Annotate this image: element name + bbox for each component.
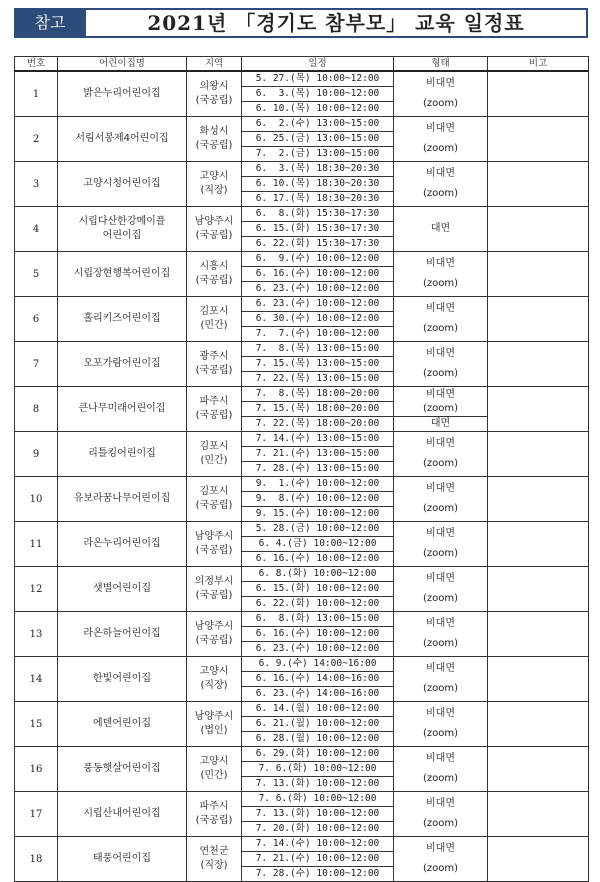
session-item: 6. 8.(화) 15:30~17:30 xyxy=(242,207,393,222)
center-name: 라온하늘어린이집 xyxy=(58,612,187,657)
session-item: 7. 6.(화) 10:00~12:00 xyxy=(242,762,393,777)
row-number: 15 xyxy=(15,702,58,747)
schedule-table xyxy=(14,56,589,882)
session-list xyxy=(242,387,394,432)
session-item: 7. 6.(화) 10:00~12:00 xyxy=(242,792,393,807)
session-item: 6. 8.(화) 10:00~12:00 xyxy=(242,567,393,582)
session-list xyxy=(242,522,394,567)
format-zoom: (zoom) xyxy=(422,188,459,199)
region-city: 고양시 xyxy=(199,666,229,677)
region-cell xyxy=(187,567,242,612)
format-zoom: (zoom) xyxy=(422,458,459,469)
region-city: 김포시 xyxy=(199,441,229,452)
table-row xyxy=(15,297,589,342)
format-cell xyxy=(394,567,488,612)
session-item: 6. 21.(월) 10:00~12:00 xyxy=(242,717,393,732)
center-name: 큰나무미래어린이집 xyxy=(58,387,187,432)
col-header-format: 형태 xyxy=(394,57,488,72)
note-cell xyxy=(488,657,589,702)
session-list xyxy=(242,252,394,297)
session-list xyxy=(242,612,394,657)
table-row xyxy=(15,342,589,387)
session-item: 6. 16.(수) 10:00~12:00 xyxy=(255,553,380,564)
table-header-row xyxy=(15,57,589,72)
session-item: 7. 15.(목) 13:00~15:00 xyxy=(242,357,393,372)
format-zoom: (zoom) xyxy=(422,368,459,379)
format-cell xyxy=(394,71,488,117)
session-item: 6. 10.(목) 18:30~20:30 xyxy=(242,177,393,192)
note-cell xyxy=(488,387,589,432)
session-item: 9. 8.(수) 10:00~12:00 xyxy=(242,492,393,507)
center-name: 유보라꿈나무어린이집 xyxy=(58,477,187,522)
table-row xyxy=(15,117,589,162)
format-cell xyxy=(394,432,488,477)
session-list xyxy=(242,702,394,747)
region-city: 광주시 xyxy=(199,351,229,362)
format-label: 비대면 xyxy=(426,843,455,854)
format-cell xyxy=(394,747,488,792)
session-list xyxy=(242,837,394,882)
format-label: 대면 xyxy=(430,223,451,234)
document-title: 2021년 「경기도 참부모」 교육 일정표 xyxy=(86,8,588,38)
facility-type: (국공립) xyxy=(195,95,233,106)
session-item: 6. 25.(금) 13:00~15:00 xyxy=(242,132,393,147)
session-item: 6. 3.(목) 18:30~20:30 xyxy=(242,162,393,177)
facility-type: (법인) xyxy=(200,725,228,736)
format-label: 비대면 xyxy=(426,258,455,269)
center-name: 시립산내어린이집 xyxy=(58,792,187,837)
facility-type: (국공립) xyxy=(195,275,233,286)
region-cell xyxy=(187,747,242,792)
row-number: 2 xyxy=(15,117,58,162)
table-row xyxy=(15,387,589,432)
session-item: 7. 13.(화) 10:00~12:00 xyxy=(255,778,380,789)
region-city: 의왕시 xyxy=(199,81,229,92)
session-list xyxy=(242,747,394,792)
row-number: 7 xyxy=(15,342,58,387)
session-item: 6. 4.(금) 10:00~12:00 xyxy=(242,537,393,552)
region-cell xyxy=(187,837,242,882)
table-row xyxy=(15,567,589,612)
row-number: 13 xyxy=(15,612,58,657)
note-cell xyxy=(488,117,589,162)
row-number: 5 xyxy=(15,252,58,297)
session-item: 6. 29.(화) 10:00~12:00 xyxy=(242,747,393,762)
session-item: 7. 22.(목) 13:00~15:00 xyxy=(255,373,380,384)
table-row xyxy=(15,477,589,522)
region-city: 고양시 xyxy=(199,756,229,767)
row-number: 18 xyxy=(15,837,58,882)
row-number: 16 xyxy=(15,747,58,792)
session-item: 6. 30.(수) 10:00~12:00 xyxy=(242,312,393,327)
center-name: 시립장현행복어린이집 xyxy=(58,252,187,297)
row-number: 10 xyxy=(15,477,58,522)
format-label: 대면 xyxy=(394,416,487,431)
session-list xyxy=(242,432,394,477)
row-number: 9 xyxy=(15,432,58,477)
facility-type: (국공립) xyxy=(195,500,233,511)
region-city: 남양주시 xyxy=(194,621,234,632)
facility-type: (직장) xyxy=(200,680,228,691)
region-city: 의정부시 xyxy=(194,576,234,587)
format-label: 비대면 xyxy=(426,573,455,584)
session-item: 5. 27.(목) 10:00~12:00 xyxy=(242,72,393,87)
session-item: 6. 23.(수) 10:00~12:00 xyxy=(255,643,380,654)
region-city: 화성시 xyxy=(199,126,229,137)
format-label: 비대면 xyxy=(426,303,455,314)
note-cell xyxy=(488,522,589,567)
row-number: 6 xyxy=(15,297,58,342)
center-name: 태풍어린이집 xyxy=(58,837,187,882)
table-row xyxy=(15,747,589,792)
row-number: 14 xyxy=(15,657,58,702)
format-zoom: (zoom) xyxy=(422,402,459,414)
format-label: 비대면 xyxy=(426,483,455,494)
col-header-center-name: 어린이집명 xyxy=(58,57,187,72)
format-zoom: (zoom) xyxy=(422,773,459,784)
note-cell xyxy=(488,342,589,387)
table-row xyxy=(15,207,589,252)
region-cell xyxy=(187,207,242,252)
center-name xyxy=(58,207,187,252)
format-zoom: (zoom) xyxy=(422,503,459,514)
session-item: 6. 9.(수) 10:00~12:00 xyxy=(242,252,393,267)
format-label: 비대면 xyxy=(426,753,455,764)
format-label: 비대면 xyxy=(426,663,455,674)
region-city: 남양주시 xyxy=(194,711,234,722)
facility-type: (국공립) xyxy=(195,230,233,241)
session-item: 7. 8.(목) 13:00~15:00 xyxy=(242,342,393,357)
session-item: 6. 2.(수) 13:00~15:00 xyxy=(242,117,393,132)
format-zoom: (zoom) xyxy=(422,638,459,649)
facility-type: (직장) xyxy=(200,860,228,871)
format-label: 비대면 xyxy=(426,78,455,89)
format-cell xyxy=(394,117,488,162)
facility-type: (국공립) xyxy=(195,410,233,421)
region-cell xyxy=(187,117,242,162)
table-row xyxy=(15,71,589,117)
row-number: 1 xyxy=(15,71,58,117)
note-cell xyxy=(488,567,589,612)
format-cell xyxy=(394,837,488,882)
center-name: 홀리키즈어린이집 xyxy=(58,297,187,342)
center-name: 에덴어린이집 xyxy=(58,702,187,747)
note-cell xyxy=(488,792,589,837)
center-name: 리틀킹어린이집 xyxy=(58,432,187,477)
format-cell xyxy=(394,477,488,522)
session-item: 6. 16.(수) 10:00~12:00 xyxy=(242,267,393,282)
session-item: 6. 23.(수) 10:00~12:00 xyxy=(242,297,393,312)
format-label: 비대면 xyxy=(426,438,455,449)
table-row xyxy=(15,702,589,747)
session-list xyxy=(242,567,394,612)
col-header-note: 비고 xyxy=(488,57,589,72)
format-zoom: (zoom) xyxy=(422,683,459,694)
note-cell xyxy=(488,297,589,342)
format-zoom: (zoom) xyxy=(422,863,459,874)
table-row xyxy=(15,612,589,657)
session-item: 7. 14.(수) 10:00~12:00 xyxy=(242,837,393,852)
format-label: 비대면 xyxy=(426,618,455,629)
region-cell xyxy=(187,702,242,747)
session-item: 6. 16.(수) 14:00~16:00 xyxy=(242,672,393,687)
format-zoom: (zoom) xyxy=(422,323,459,334)
format-zoom: (zoom) xyxy=(422,548,459,559)
note-cell xyxy=(488,71,589,117)
session-item: 6. 15.(화) 15:30~17:30 xyxy=(242,222,393,237)
region-cell xyxy=(187,252,242,297)
note-cell xyxy=(488,207,589,252)
session-list xyxy=(242,162,394,207)
center-name-line: 시립다산한강메이플 xyxy=(78,216,166,227)
table-row xyxy=(15,432,589,477)
format-cell xyxy=(394,297,488,342)
session-item: 6. 14.(월) 10:00~12:00 xyxy=(242,702,393,717)
format-zoom: (zoom) xyxy=(422,593,459,604)
session-item: 6. 28.(월) 10:00~12:00 xyxy=(255,733,380,744)
session-item: 7. 28.(수) 13:00~15:00 xyxy=(255,463,380,474)
facility-type: (국공립) xyxy=(195,365,233,376)
format-cell xyxy=(394,657,488,702)
center-name: 밝은누리어린이집 xyxy=(58,71,187,117)
format-zoom: (zoom) xyxy=(422,278,459,289)
region-city: 김포시 xyxy=(199,306,229,317)
table-row xyxy=(15,252,589,297)
format-label: 비대면 xyxy=(426,168,455,179)
session-item: 6. 15.(화) 10:00~12:00 xyxy=(242,582,393,597)
region-cell xyxy=(187,342,242,387)
session-list xyxy=(242,342,394,387)
session-item: 6. 17.(목) 18:30~20:30 xyxy=(255,193,380,204)
facility-type: (국공립) xyxy=(195,545,233,556)
session-item: 9. 15.(수) 10:00~12:00 xyxy=(255,508,380,519)
region-cell xyxy=(187,297,242,342)
center-name: 고양시청어린이집 xyxy=(58,162,187,207)
session-item: 6. 9.(수) 14:00~16:00 xyxy=(242,657,393,672)
table-row xyxy=(15,792,589,837)
format-cell xyxy=(394,162,488,207)
session-item: 7. 21.(수) 10:00~12:00 xyxy=(242,852,393,867)
center-name: 풍동햇살어린이집 xyxy=(58,747,187,792)
session-list xyxy=(242,297,394,342)
session-item: 7. 28.(수) 10:00~12:00 xyxy=(255,868,380,879)
format-cell xyxy=(394,792,488,837)
session-item: 7. 2.(금) 13:00~15:00 xyxy=(255,148,380,159)
session-list xyxy=(242,71,394,117)
note-cell xyxy=(488,702,589,747)
session-item: 6. 22.(화) 10:00~12:00 xyxy=(255,598,380,609)
region-city: 파주시 xyxy=(199,801,229,812)
facility-type: (직장) xyxy=(200,185,228,196)
format-cell xyxy=(394,252,488,297)
session-item: 5. 28.(금) 10:00~12:00 xyxy=(242,522,393,537)
format-cell xyxy=(394,612,488,657)
row-number: 12 xyxy=(15,567,58,612)
format-zoom: (zoom) xyxy=(422,818,459,829)
format-cell xyxy=(394,207,488,252)
format-zoom: (zoom) xyxy=(422,728,459,739)
region-cell xyxy=(187,522,242,567)
session-item: 6. 8.(화) 13:00~15:00 xyxy=(242,612,393,627)
table-row xyxy=(15,657,589,702)
session-item: 6. 3.(목) 10:00~12:00 xyxy=(242,87,393,102)
col-header-region: 지역 xyxy=(187,57,242,72)
facility-type: (민간) xyxy=(200,455,228,466)
session-list xyxy=(242,207,394,252)
session-item: 7. 15.(목) 18:00~20:00 xyxy=(242,402,393,417)
note-cell xyxy=(488,162,589,207)
session-item: 6. 23.(수) 10:00~12:00 xyxy=(255,283,380,294)
session-list xyxy=(242,792,394,837)
session-item: 7. 14.(수) 13:00~15:00 xyxy=(242,432,393,447)
center-name: 오포가람어린이집 xyxy=(58,342,187,387)
format-cell xyxy=(394,522,488,567)
region-cell xyxy=(187,657,242,702)
format-cell xyxy=(394,702,488,747)
session-list xyxy=(242,117,394,162)
row-number: 11 xyxy=(15,522,58,567)
format-label: 비대면 xyxy=(426,708,455,719)
region-city: 연천군 xyxy=(199,846,229,857)
facility-type: (국공립) xyxy=(195,140,233,151)
region-cell xyxy=(187,432,242,477)
session-item: 7. 21.(수) 13:00~15:00 xyxy=(242,447,393,462)
session-item: 6. 10.(목) 10:00~12:00 xyxy=(255,103,380,114)
note-cell xyxy=(488,432,589,477)
row-number: 4 xyxy=(15,207,58,252)
row-number: 3 xyxy=(15,162,58,207)
session-item: 7. 20.(화) 10:00~12:00 xyxy=(255,823,380,834)
document-header xyxy=(14,8,588,38)
table-row xyxy=(15,162,589,207)
format-label: 비대면 xyxy=(426,528,455,539)
note-cell xyxy=(488,477,589,522)
format-label: 비대면 xyxy=(426,123,455,134)
table-row xyxy=(15,837,589,882)
row-number: 17 xyxy=(15,792,58,837)
session-item: 6. 22.(화) 15:30~17:30 xyxy=(255,238,380,249)
note-cell xyxy=(488,837,589,882)
region-cell xyxy=(187,612,242,657)
session-item: 7. 22.(목) 18:00~20:00 xyxy=(255,418,380,429)
region-cell xyxy=(187,477,242,522)
format-zoom: (zoom) xyxy=(422,98,459,109)
format-label: 비대면 xyxy=(426,798,455,809)
facility-type: (국공립) xyxy=(195,815,233,826)
session-item: 9. 1.(수) 10:00~12:00 xyxy=(242,477,393,492)
center-name: 서림서봉제4어린이집 xyxy=(58,117,187,162)
facility-type: (국공립) xyxy=(195,635,233,646)
session-item: 6. 23.(수) 14:00~16:00 xyxy=(255,688,380,699)
col-header-number: 번호 xyxy=(15,57,58,72)
region-city: 시흥시 xyxy=(199,261,229,272)
session-list xyxy=(242,477,394,522)
session-item: 6. 16.(수) 10:00~12:00 xyxy=(242,627,393,642)
facility-type: (국공립) xyxy=(195,590,233,601)
region-city: 고양시 xyxy=(199,171,229,182)
col-header-schedule: 일정 xyxy=(242,57,394,72)
region-city: 남양주시 xyxy=(194,216,234,227)
region-cell xyxy=(187,162,242,207)
table-row xyxy=(15,522,589,567)
center-name: 샛별어린이집 xyxy=(58,567,187,612)
session-item: 7. 8.(목) 18:00~20:00 xyxy=(242,387,393,402)
session-item: 7. 13.(화) 10:00~12:00 xyxy=(242,807,393,822)
note-cell xyxy=(488,747,589,792)
center-name: 라온누리어린이집 xyxy=(58,522,187,567)
facility-type: (민간) xyxy=(200,320,228,331)
center-name-line: 어린이집 xyxy=(102,230,142,241)
region-cell xyxy=(187,792,242,837)
reference-tag: 참고 xyxy=(14,8,86,38)
format-zoom: (zoom) xyxy=(422,143,459,154)
facility-type: (민간) xyxy=(200,770,228,781)
region-cell xyxy=(187,71,242,117)
row-number: 8 xyxy=(15,387,58,432)
session-list xyxy=(242,657,394,702)
center-name: 한빛어린이집 xyxy=(58,657,187,702)
region-cell xyxy=(187,387,242,432)
format-label: 비대면 xyxy=(426,388,455,400)
format-cell xyxy=(394,342,488,387)
region-city: 파주시 xyxy=(199,396,229,407)
session-item: 7. 7.(수) 10:00~12:00 xyxy=(255,328,380,339)
region-city: 김포시 xyxy=(199,486,229,497)
note-cell xyxy=(488,612,589,657)
note-cell xyxy=(488,252,589,297)
format-label: 비대면 xyxy=(426,348,455,359)
format-cell xyxy=(394,387,488,432)
region-city: 남양주시 xyxy=(194,531,234,542)
